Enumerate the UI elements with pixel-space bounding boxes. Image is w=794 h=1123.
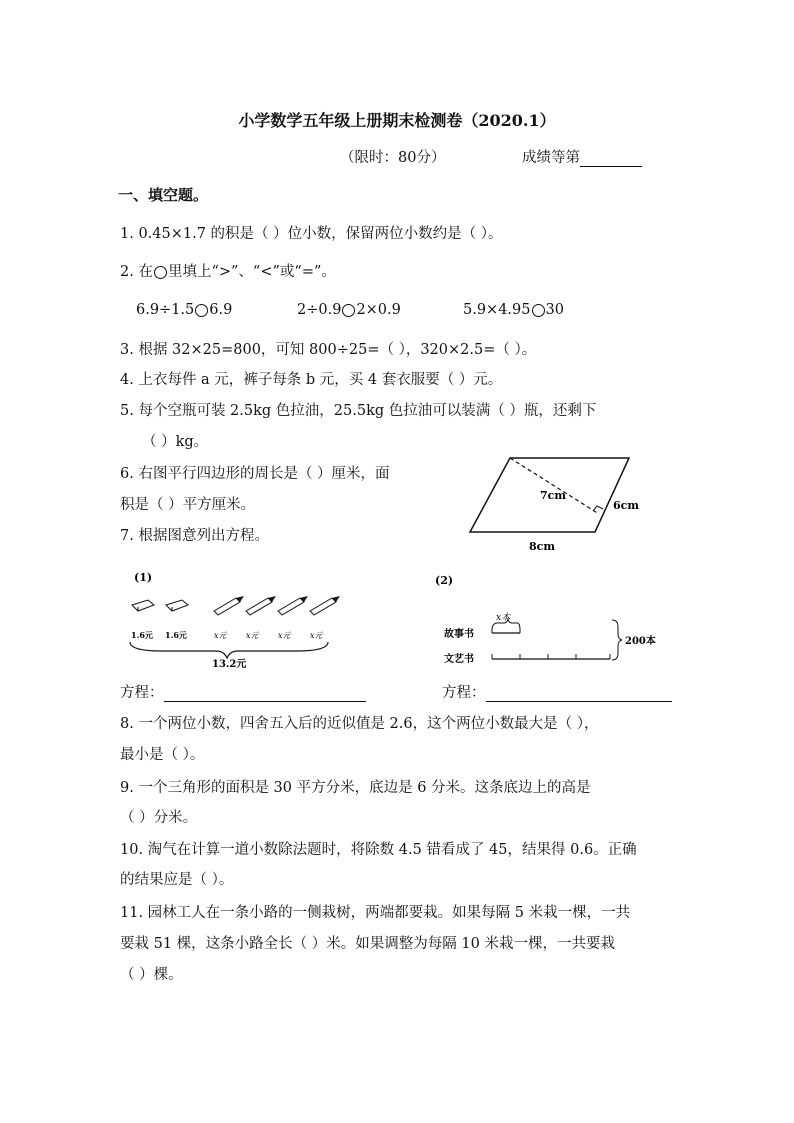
equation-label: 方程： bbox=[442, 685, 486, 701]
eraser-price: 1.6元 bbox=[165, 630, 187, 640]
question-10-line-2: 的结果应是（ ）。 bbox=[120, 872, 234, 888]
pencil-icon bbox=[310, 596, 340, 615]
grade-label: 成绩等第 bbox=[522, 150, 580, 166]
comparison-circle-3[interactable] bbox=[532, 304, 545, 317]
pencil-price: x元 bbox=[214, 631, 227, 640]
equation-2-blank[interactable] bbox=[486, 701, 672, 702]
q2-item-1 bbox=[136, 302, 232, 318]
grade-blank[interactable] bbox=[580, 166, 642, 167]
grade-field bbox=[522, 146, 642, 167]
pencil-icon bbox=[278, 596, 308, 615]
fig1-label: (1) bbox=[134, 571, 153, 584]
circle-icon bbox=[154, 266, 167, 279]
fig1-total: 13.2元 bbox=[212, 659, 247, 670]
q2-item-right: 2×0.9 bbox=[356, 302, 401, 318]
question-11-line-2: 要栽 51 棵，这条小路全长（ ）米。如果调整为每隔 10 米栽一棵，一共要栽 bbox=[120, 936, 615, 952]
question-1: 1. 0.45×1.7 的积是（ ）位小数，保留两位小数约是（ ）。 bbox=[120, 226, 503, 242]
question-8-line-1: 8. 一个两位小数，四舍五入后的近似值是 2.6，这个两位小数最大是（ ）， bbox=[120, 716, 599, 732]
pencil-icon bbox=[246, 596, 276, 615]
q2-item-3 bbox=[463, 302, 564, 318]
question-5-line-2: （ ）kg。 bbox=[142, 434, 209, 450]
pencil-price: x元 bbox=[246, 631, 259, 640]
equation-1-blank[interactable] bbox=[164, 701, 366, 702]
comparison-circle-1[interactable] bbox=[195, 304, 208, 317]
height-label: 7cm bbox=[540, 489, 566, 502]
eraser-icon bbox=[166, 600, 188, 611]
question-2 bbox=[120, 260, 336, 281]
total-brace bbox=[612, 620, 622, 660]
question-6-line-1: 6. 右图平行四边形的周长是（ ）厘米，面 bbox=[120, 466, 390, 482]
story-books-label: 故事书 bbox=[444, 629, 474, 640]
eraser-icon bbox=[132, 600, 154, 611]
q2-item-right: 30 bbox=[545, 302, 564, 318]
question-4: 4. 上衣每件 a 元，裤子每条 b 元，买 4 套衣服要（ ）元。 bbox=[120, 372, 503, 388]
right-angle-mark bbox=[593, 506, 603, 511]
pencil-price: x元 bbox=[310, 631, 323, 640]
literature-books-ticks bbox=[492, 654, 610, 659]
equation-label: 方程： bbox=[120, 685, 164, 701]
time-limit: （限时：80分） bbox=[340, 150, 446, 166]
comparison-circle-2[interactable] bbox=[342, 304, 355, 317]
equation-2 bbox=[442, 681, 672, 702]
q2-item-left: 6.9÷1.5 bbox=[136, 302, 195, 318]
equation-1 bbox=[120, 681, 366, 702]
question-10-line-1: 10. 淘气在计算一道小数除法题时，将除数 4.5 错看成了 45，结果得 0.6。正确 bbox=[120, 842, 637, 858]
q2-suffix: 里填上“>”、“<”或“=”。 bbox=[167, 264, 336, 280]
question-3: 3. 根据 32×25=800，可知 800÷25=（ ），320×2.5=（ ）。 bbox=[120, 342, 537, 358]
question-11-line-3: （ ）棵。 bbox=[120, 967, 183, 983]
question-6-line-2: 积是（ ）平方厘米。 bbox=[120, 497, 256, 513]
fig2-x-label: x本 bbox=[496, 613, 511, 623]
q2-item-left: 5.9×4.95 bbox=[463, 302, 531, 318]
eraser-price: 1.6元 bbox=[131, 630, 153, 640]
q2-prefix: 2. 在 bbox=[120, 264, 153, 280]
fig2-label: (2) bbox=[435, 574, 454, 587]
height-line bbox=[510, 458, 599, 514]
base-label: 8cm bbox=[529, 540, 555, 553]
side-label: 6cm bbox=[613, 499, 639, 512]
question-9-line-2: （ ）分米。 bbox=[120, 810, 198, 826]
q2-item-left: 2÷0.9 bbox=[297, 302, 342, 318]
question-11-line-1: 11. 园林工人在一条小路的一侧栽树，两端都要栽。如果每隔 5 米栽一棵，一共 bbox=[120, 905, 631, 921]
parallelogram-figure bbox=[460, 450, 660, 560]
fig2-total: 200本 bbox=[625, 636, 656, 647]
exam-title: 小学数学五年级上册期末检测卷（2020.1） bbox=[238, 111, 556, 130]
equation-figure-2 bbox=[430, 570, 670, 670]
pencil-price: x元 bbox=[278, 631, 291, 640]
question-9-line-1: 9. 一个三角形的面积是 30 平方分米，底边是 6 分米。这条底边上的高是 bbox=[120, 780, 591, 796]
total-brace bbox=[130, 642, 328, 658]
pencil-icon bbox=[214, 596, 244, 615]
q2-item-right: 6.9 bbox=[209, 302, 233, 318]
equation-figure-1 bbox=[122, 565, 352, 670]
question-7: 7. 根据图意列出方程。 bbox=[120, 528, 269, 544]
literature-books-label: 文艺书 bbox=[444, 654, 474, 665]
section-heading: 一、填空题。 bbox=[118, 186, 209, 204]
question-5-line-1: 5. 每个空瓶可装 2.5kg 色拉油，25.5kg 色拉油可以装满（ ）瓶，还剩下 bbox=[120, 403, 597, 419]
q2-item-2 bbox=[297, 302, 401, 318]
question-8-line-2: 最小是（ ）。 bbox=[120, 747, 205, 763]
